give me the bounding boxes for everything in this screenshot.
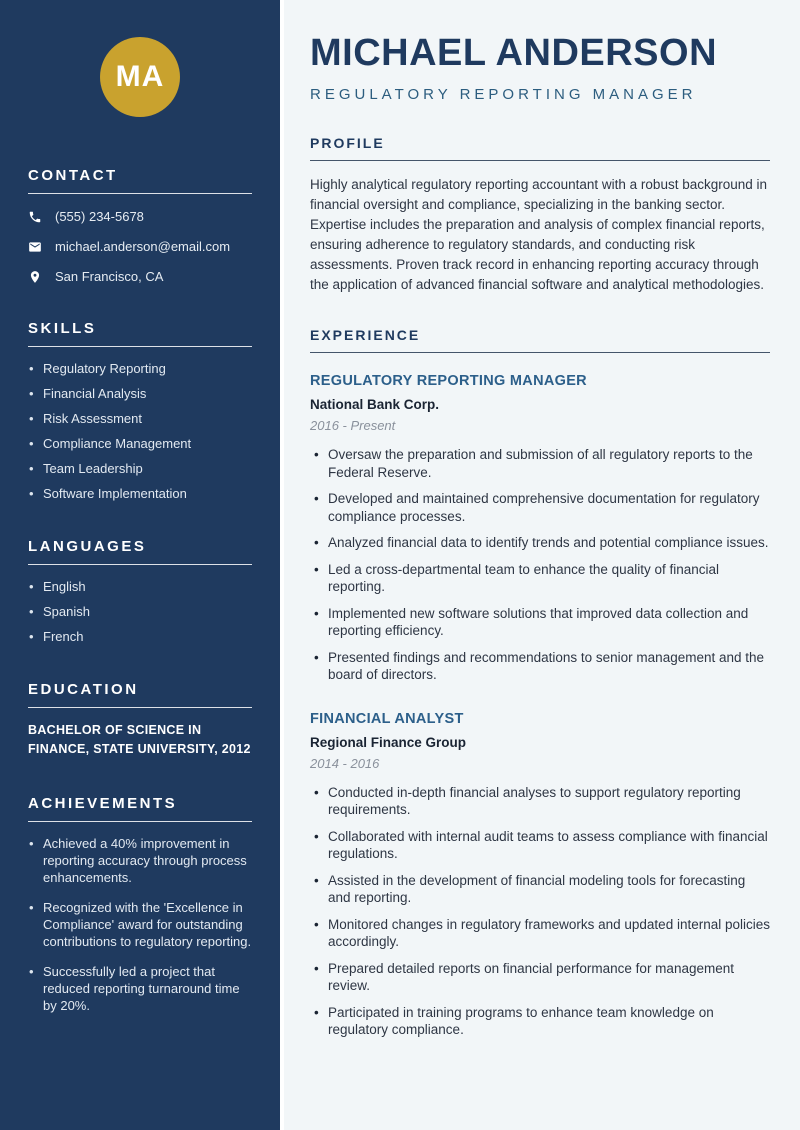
language-item: • French [28, 628, 252, 645]
skill-item: • Team Leadership [28, 460, 252, 477]
skills-section [28, 320, 252, 502]
job-bullet-item: • Led a cross-departmental team to enhance the quality of financial reporting. [310, 561, 770, 596]
contact-email-row [28, 239, 252, 254]
job-company: National Bank Corp. [310, 397, 440, 412]
skill-item: • Regulatory Reporting [28, 360, 252, 377]
job-entry [310, 711, 770, 1039]
job-bullet-item: • Presented findings and recommendations to senior management and the board of directors. [310, 649, 770, 684]
person-name: MICHAEL ANDERSON [310, 32, 718, 74]
job-role: REGULATORY REPORTING MANAGER [310, 373, 587, 389]
skill-item: • Financial Analysis [28, 385, 252, 402]
achievements-section-title: ACHIEVEMENTS [28, 795, 252, 822]
contact-phone-text: (555) 234-5678 [55, 209, 144, 224]
languages-list [28, 578, 252, 645]
job-bullet-item: • Collaborated with internal audit teams to assess compliance with financial regulations. [310, 828, 770, 863]
education-section [28, 681, 252, 759]
avatar-initials: MA [115, 60, 165, 93]
achievements-section [28, 795, 252, 1014]
contact-phone-row [28, 209, 252, 224]
job-bullet-item: • Developed and maintained comprehensive documentation for regulatory compliance processes. [310, 490, 770, 525]
job-bullet-item: • Implemented new software solutions that improved data collection and reporting efficiency. [310, 605, 770, 640]
experience-section [310, 327, 770, 1039]
contact-location-text: San Francisco, CA [55, 269, 164, 284]
contact-email-text: michael.anderson@email.com [55, 239, 231, 254]
skills-list [28, 360, 252, 502]
experience-section-title: EXPERIENCE [310, 327, 770, 353]
job-company: Regional Finance Group [310, 734, 467, 750]
avatar [100, 37, 180, 117]
job-bullet-item: • Oversaw the preparation and submission of all regulatory reports to the Federal Reserve. [310, 446, 770, 481]
contact-section-title: CONTACT [28, 167, 252, 194]
skill-item: • Software Implementation [28, 485, 252, 502]
skill-item: • Compliance Management [28, 435, 252, 452]
profile-section [310, 135, 770, 295]
profile-section-title: PROFILE [310, 135, 770, 161]
achievements-list [28, 835, 252, 1014]
education-degree: BACHELOR OF SCIENCE IN FINANCE, STATE UNIVERSITY, 2012 [28, 723, 251, 756]
skill-item: • Risk Assessment [28, 410, 252, 427]
job-bullet-item: • Prepared detailed reports on financial performance for management review. [310, 960, 770, 995]
job-bullets [310, 784, 770, 1039]
education-section-title: EDUCATION [28, 681, 252, 708]
achievement-item: • Successfully led a project that reduced reporting turnaround time by 20%. [28, 963, 252, 1014]
languages-section [28, 538, 252, 645]
language-item: • English [28, 578, 252, 595]
person-headline: REGULATORY REPORTING MANAGER [310, 86, 697, 103]
job-bullet-item: • Analyzed financial data to identify trends and potential compliance issues. [310, 534, 770, 552]
job-bullet-item: • Assisted in the development of financial modeling tools for forecasting and reporting. [310, 872, 770, 907]
job-bullet-item: • Conducted in-depth financial analyses to support regulatory reporting requirements. [310, 784, 770, 819]
job-bullet-item: • Participated in training programs to enhance team knowledge on regulatory compliance. [310, 1004, 770, 1039]
job-role: FINANCIAL ANALYST [310, 710, 464, 727]
phone-icon [28, 210, 42, 224]
main-content [280, 0, 800, 1130]
job-bullet-item: • Monitored changes in regulatory frameworks and updated internal policies accordingly. [310, 916, 770, 951]
location-icon [28, 270, 42, 284]
job-dates: 2016 - Present [310, 418, 396, 433]
achievement-item: • Recognized with the 'Excellence in Compliance' award for outstanding contributions to regulatory reporting. [28, 899, 252, 950]
job-dates: 2014 - 2016 [310, 755, 380, 771]
profile-text: Highly analytical regulatory reporting accountant with a robust background in financial oversight and compliance, specializing in the banking sector. Expertise includes the preparation and analysis of complex financial reports, ensuring adherence to regulatory standards, and conducting risk assessments. Proven track record in enhancing reporting accuracy through the application of advanced financial software and analytical methodologies. [310, 177, 768, 292]
job-entry [310, 373, 770, 684]
contact-location-row [28, 269, 252, 284]
sidebar [0, 0, 280, 1130]
email-icon [28, 240, 42, 254]
languages-section-title: LANGUAGES [28, 538, 252, 565]
achievement-item: • Achieved a 40% improvement in reporting accuracy through process enhancements. [28, 835, 252, 886]
language-item: • Spanish [28, 603, 252, 620]
job-bullets [310, 446, 770, 684]
skills-section-title: SKILLS [28, 320, 252, 347]
contact-section [28, 167, 252, 284]
